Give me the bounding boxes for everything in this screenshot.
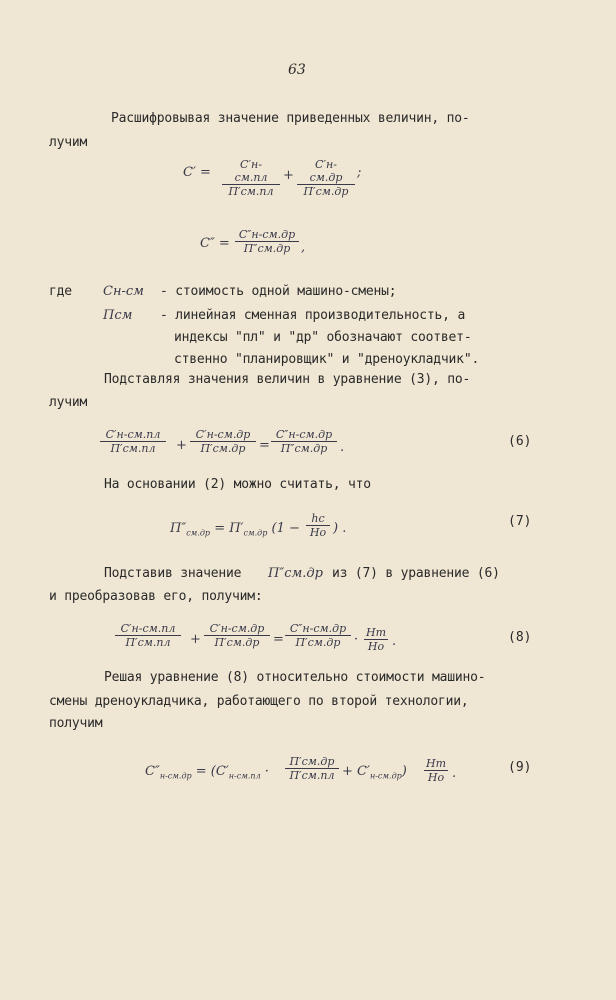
- symbol-productivity: Псм: [103, 308, 133, 323]
- equation-number-6: (6): [508, 434, 532, 449]
- paragraph-4-line-1b: из (7) в уравнение (6): [332, 566, 500, 581]
- paragraph-4-line-2: и преобразовав его, получим:: [49, 589, 263, 604]
- paragraph-5-line-1: Решая уравнение (8) относительно стоимости машино-: [104, 670, 486, 685]
- paragraph-5-line-3: получим: [49, 716, 103, 731]
- definition-2-line-2: индексы "пл" и "др" обозначают соответ-: [174, 330, 472, 345]
- definition-1: - стоимость одной машино-смены;: [160, 284, 397, 299]
- equation-number-8: (8): [508, 630, 532, 645]
- document-page: 63 Расшифровывая значение приведенных величин, по- лучим С′ = С′н-см.пл П′см.пл + С′н-см.др П′см.др ; С″ = С″н-см.др П″см.др , где Сн-см - стоимость одной машино-смены; Псм - линейная сменная производительность, а индексы "пл" и "др" обозначают соответ- ственно "планировщик" и "дреноукладчик". Подставляя значения величин в уравнение (3), по- лучим С′н-см.пл П′см.пл + С′н-см.др П′см.др = С″н-см.др П″см.др . (6) На основании (2) можно считать, что $П''_{см.др} = П'_{см.др}$ (1 − hс Hо ) . (7) Подставив значение П″см.др из (7) в уравнение (6) и преобразовав его, получим: С′н-см.пл П′см.пл + С′н-см.др П′см.др = С″н-см.др П′см.др · Hт Hо . (8) Решая уравнение (8) относительно стоимости машино- смены дреноукладчика, работающего по второй технологии, получим $С''_{н-см.др} = (С'_{н-см.пл}$ · П′см.др П′см.пл + $С'_{н-см.др}$) Hт Hо . (9): [49, 62, 532, 784]
- paragraph-3: На основании (2) можно считать, что: [104, 477, 371, 492]
- paragraph-4-line-1a: Подставив значение: [104, 566, 242, 581]
- paragraph-1-line-1: Расшифровывая значение приведенных величин, по-: [111, 111, 470, 126]
- where-label: где: [49, 284, 72, 299]
- paragraph-1-line-2: лучим: [49, 135, 88, 150]
- equation-number-7: (7): [508, 514, 532, 529]
- definition-2-line-1: - линейная сменная производительность, а: [160, 308, 466, 323]
- symbol-p-sm-dr: П″см.др: [268, 566, 323, 581]
- definition-2-line-3: ственно "планировщик" и "дреноукладчик".: [174, 352, 480, 367]
- page-number: 63: [288, 62, 306, 78]
- symbol-machine-shift-cost: Сн-см: [103, 284, 144, 299]
- paragraph-2-line-1: Подставляя значения величин в уравнение (3), по-: [104, 372, 471, 387]
- paragraph-5-line-2: смены дреноукладчика, работающего по второй технологии,: [49, 694, 469, 709]
- paragraph-2-line-2: лучим: [49, 395, 88, 410]
- equation-number-9: (9): [508, 760, 532, 775]
